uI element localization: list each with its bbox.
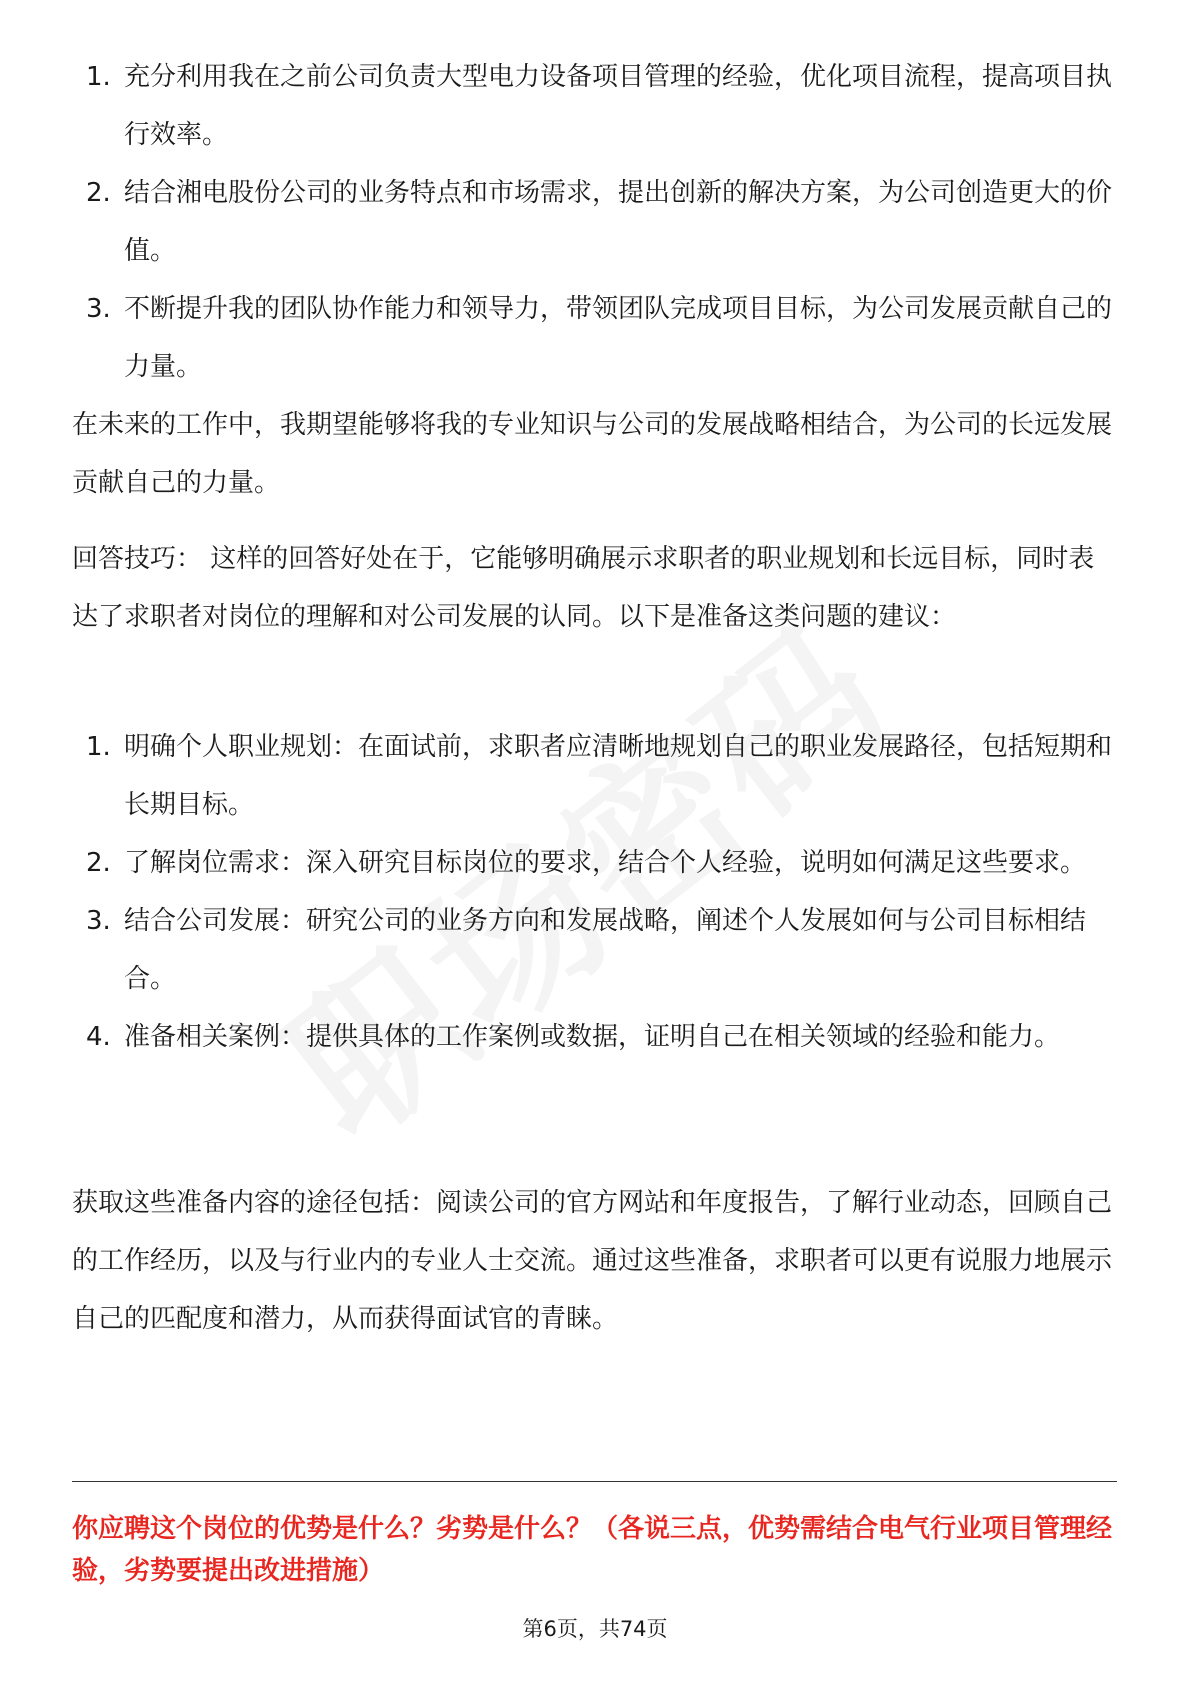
list-item-number: 4. <box>86 1022 111 1052</box>
list-item <box>86 718 1116 834</box>
list-item <box>86 834 1116 892</box>
sources-paragraph: 获取这些准备内容的途径包括：阅读公司的官方网站和年度报告，了解行业动态，回顾自己的工作经历，以及与行业内的专业人士交流。通过这些准备，求职者可以更有说服力地展示自己的匹配度和潜力，从而获得面试官的青睐。 <box>72 1188 1113 1334</box>
page-number: 第6页，共74页 <box>522 1617 668 1641</box>
list-item <box>86 892 1116 1008</box>
interview-question: 你应聘这个岗位的优势是什么？劣势是什么？（各说三点，优势需结合电气行业项目管理经验，劣势要提出改进措施） <box>72 1514 1113 1586</box>
list-item-number: 2. <box>86 178 111 208</box>
list-item-text: 准备相关案例：提供具体的工作案例或数据，证明自己在相关领域的经验和能力。 <box>124 1022 1061 1052</box>
future-paragraph: 在未来的工作中，我期望能够将我的专业知识与公司的发展战略相结合，为公司的长远发展贡献自己的力量。 <box>72 410 1113 498</box>
list-item-number: 2. <box>86 848 111 878</box>
list-item-text: 明确个人职业规划：在面试前，求职者应清晰地规划自己的职业发展路径，包括短期和长期目标。 <box>124 732 1113 820</box>
list-item <box>86 164 1116 280</box>
list-item-text: 结合湘电股份公司的业务特点和市场需求，提出创新的解决方案，为公司创造更大的价值。 <box>124 178 1113 266</box>
list-item-number: 3. <box>86 294 111 324</box>
list-item-text: 结合公司发展：研究公司的业务方向和发展战略，阐述个人发展如何与公司目标相结合。 <box>124 906 1087 994</box>
list-item-text: 充分利用我在之前公司负责大型电力设备项目管理的经验，优化项目流程，提高项目执行效率。 <box>124 62 1113 150</box>
list-item <box>86 48 1116 164</box>
answer-tips-paragraph: 回答技巧： 这样的回答好处在于，它能够明确展示求职者的职业规划和长远目标，同时表达了求职者对岗位的理解和对公司发展的认同。以下是准备这类问题的建议： <box>72 544 1095 632</box>
preparation-tips-list <box>86 718 1116 1066</box>
list-item <box>86 280 1116 396</box>
list-item-number: 1. <box>86 732 111 762</box>
list-item-text: 了解岗位需求：深入研究目标岗位的要求，结合个人经验，说明如何满足这些要求。 <box>124 848 1087 878</box>
section-divider <box>72 1481 1117 1482</box>
list-item-text: 不断提升我的团队协作能力和领导力，带领团队完成项目目标，为公司发展贡献自己的力量。 <box>124 294 1113 382</box>
list-item-number: 3. <box>86 906 111 936</box>
list-item <box>86 1008 1116 1066</box>
goals-list <box>86 48 1116 396</box>
list-item-number: 1. <box>86 62 111 92</box>
